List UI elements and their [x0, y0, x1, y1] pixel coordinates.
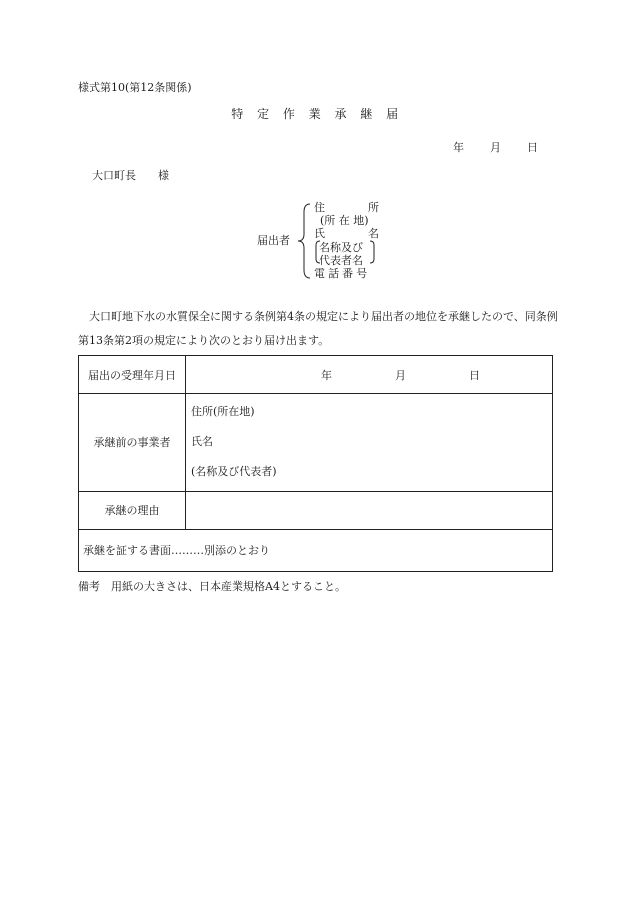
document-title: 特定作業承継届 [231, 107, 412, 121]
date-day-label: 日 [527, 141, 538, 154]
notifier-label: 届出者 [257, 234, 290, 247]
notifier-name-label [314, 228, 379, 239]
name-char-2: 名 [368, 227, 379, 240]
notifier-corp-label-1: 名称及び [319, 241, 363, 254]
succession-reason-label: 承継の理由 [79, 491, 186, 529]
previous-operator-label: 承継前の事業者 [79, 393, 186, 491]
address-char-2: 所 [368, 201, 379, 214]
supporting-document-note: 承継を証する書面………別添のとおり [83, 544, 270, 557]
previous-operator-name: 氏名 [191, 435, 213, 448]
table-row [79, 356, 552, 394]
notifier-corp-label-2: 代表者名 [319, 254, 363, 267]
receipt-day-label: 日 [469, 368, 480, 382]
form-number: 様式第10(第12条関係) [78, 81, 192, 94]
receipt-year-label: 年 [321, 368, 332, 382]
submission-date [453, 142, 538, 153]
addressee: 大口町長 様 [92, 169, 169, 182]
left-brace-icon [296, 202, 312, 280]
receipt-date-label: 届出の受理年月日 [79, 356, 186, 393]
body-paragraph: 大口町地下水の水質保全に関する条例第4条の規定により届出者の地位を承継したので、同条例第13条第2項の規定により次のとおり届け出ます。 [78, 310, 558, 347]
date-year-label: 年 [453, 141, 464, 154]
receipt-month-label: 月 [395, 368, 406, 382]
table-row [79, 529, 552, 571]
notifier-phone-label: 電話番号 [314, 267, 371, 280]
table-row [79, 393, 552, 492]
address-char-1: 住 [314, 201, 325, 214]
succession-form-table [78, 355, 553, 572]
table-row [79, 491, 552, 530]
notifier-address-label [314, 202, 379, 213]
name-char-1: 氏 [314, 227, 325, 240]
previous-operator-address: 住所(所在地) [191, 405, 255, 418]
date-month-label: 月 [490, 141, 501, 154]
receipt-date-field[interactable] [185, 356, 552, 393]
remarks: 備考 用紙の大きさは、日本産業規格A4とすること。 [78, 580, 346, 593]
previous-operator-corp: (名称及び代表者) [191, 465, 277, 478]
notifier-location-label: (所 在 地) [320, 214, 369, 227]
